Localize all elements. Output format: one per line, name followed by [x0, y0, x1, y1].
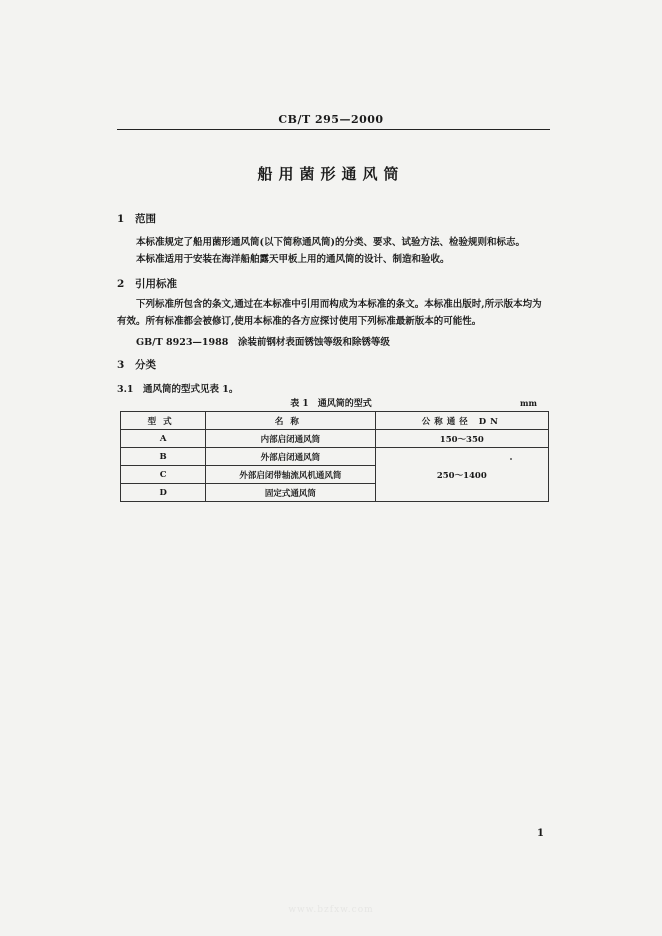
- section-1-title: 范围: [135, 213, 156, 225]
- table-cell-type: C: [121, 466, 206, 484]
- table-cell-name: 内部启闭通风筒: [206, 430, 375, 448]
- table-row: [121, 448, 549, 466]
- section-3-number: 3: [117, 359, 125, 371]
- subsection-3-1-number: 3.1: [117, 384, 134, 395]
- section-2-paragraph-1: 下列标准所包含的条文,通过在本标准中引用而构成为本标准的条文。本标准出版时,所示版本均为有效。所有标准都会被修订,使用本标准的各方应探讨使用下列标准最新版本的可能性。: [117, 299, 542, 327]
- table-cell-dn: 150～350: [375, 430, 548, 448]
- table-header-type: 型式: [121, 412, 206, 430]
- document-title: 船用菌形通风筒: [257, 165, 405, 183]
- table-cell-name: 固定式通风筒: [206, 484, 375, 502]
- table-unit: mm: [520, 398, 537, 408]
- table-row: [121, 430, 549, 448]
- subsection-3-1: [117, 381, 238, 395]
- section-1-heading: [117, 211, 156, 226]
- section-3-heading: [117, 357, 156, 372]
- table-cell-type: A: [121, 430, 206, 448]
- table-header-name: 名称: [206, 412, 375, 430]
- standard-code: CB/T 295—2000: [278, 113, 384, 126]
- table-cell-dn-merged: 250～1400: [375, 448, 548, 502]
- section-1-paragraph-2: 本标准适用于安装在海洋船舶露天甲板上用的通风筒的设计、制造和验收。: [136, 254, 450, 265]
- table-header-row: [121, 412, 549, 430]
- table-cell-type: D: [121, 484, 206, 502]
- subsection-3-1-text: 通风筒的型式见表 1。: [143, 384, 239, 395]
- page-number: 1: [537, 828, 544, 839]
- section-3-title: 分类: [135, 359, 156, 371]
- section-1-number: 1: [117, 213, 125, 225]
- table-header-dn: 公称通径 DN: [375, 412, 548, 430]
- ventilator-types-table: [120, 411, 549, 502]
- table-cell-type: B: [121, 448, 206, 466]
- header-rule: [117, 129, 550, 130]
- section-1-paragraph-1: 本标准规定了船用菌形通风筒(以下简称通风筒)的分类、要求、试验方法、检验规则和标志。: [136, 237, 525, 248]
- section-2-title: 引用标准: [135, 278, 177, 290]
- section-2-heading: [117, 276, 177, 291]
- normative-reference: GB/T 8923—1988 涂装前钢材表面锈蚀等级和除锈等级: [136, 337, 390, 348]
- table-cell-name: 外部启闭带轴流风机通风筒: [206, 466, 375, 484]
- watermark: www.bzfxw.com: [288, 905, 374, 915]
- table-caption: 表 1 通风筒的型式: [290, 399, 372, 409]
- table-cell-name: 外部启闭通风筒: [206, 448, 375, 466]
- scan-speck: [510, 458, 512, 460]
- section-2-number: 2: [117, 278, 125, 290]
